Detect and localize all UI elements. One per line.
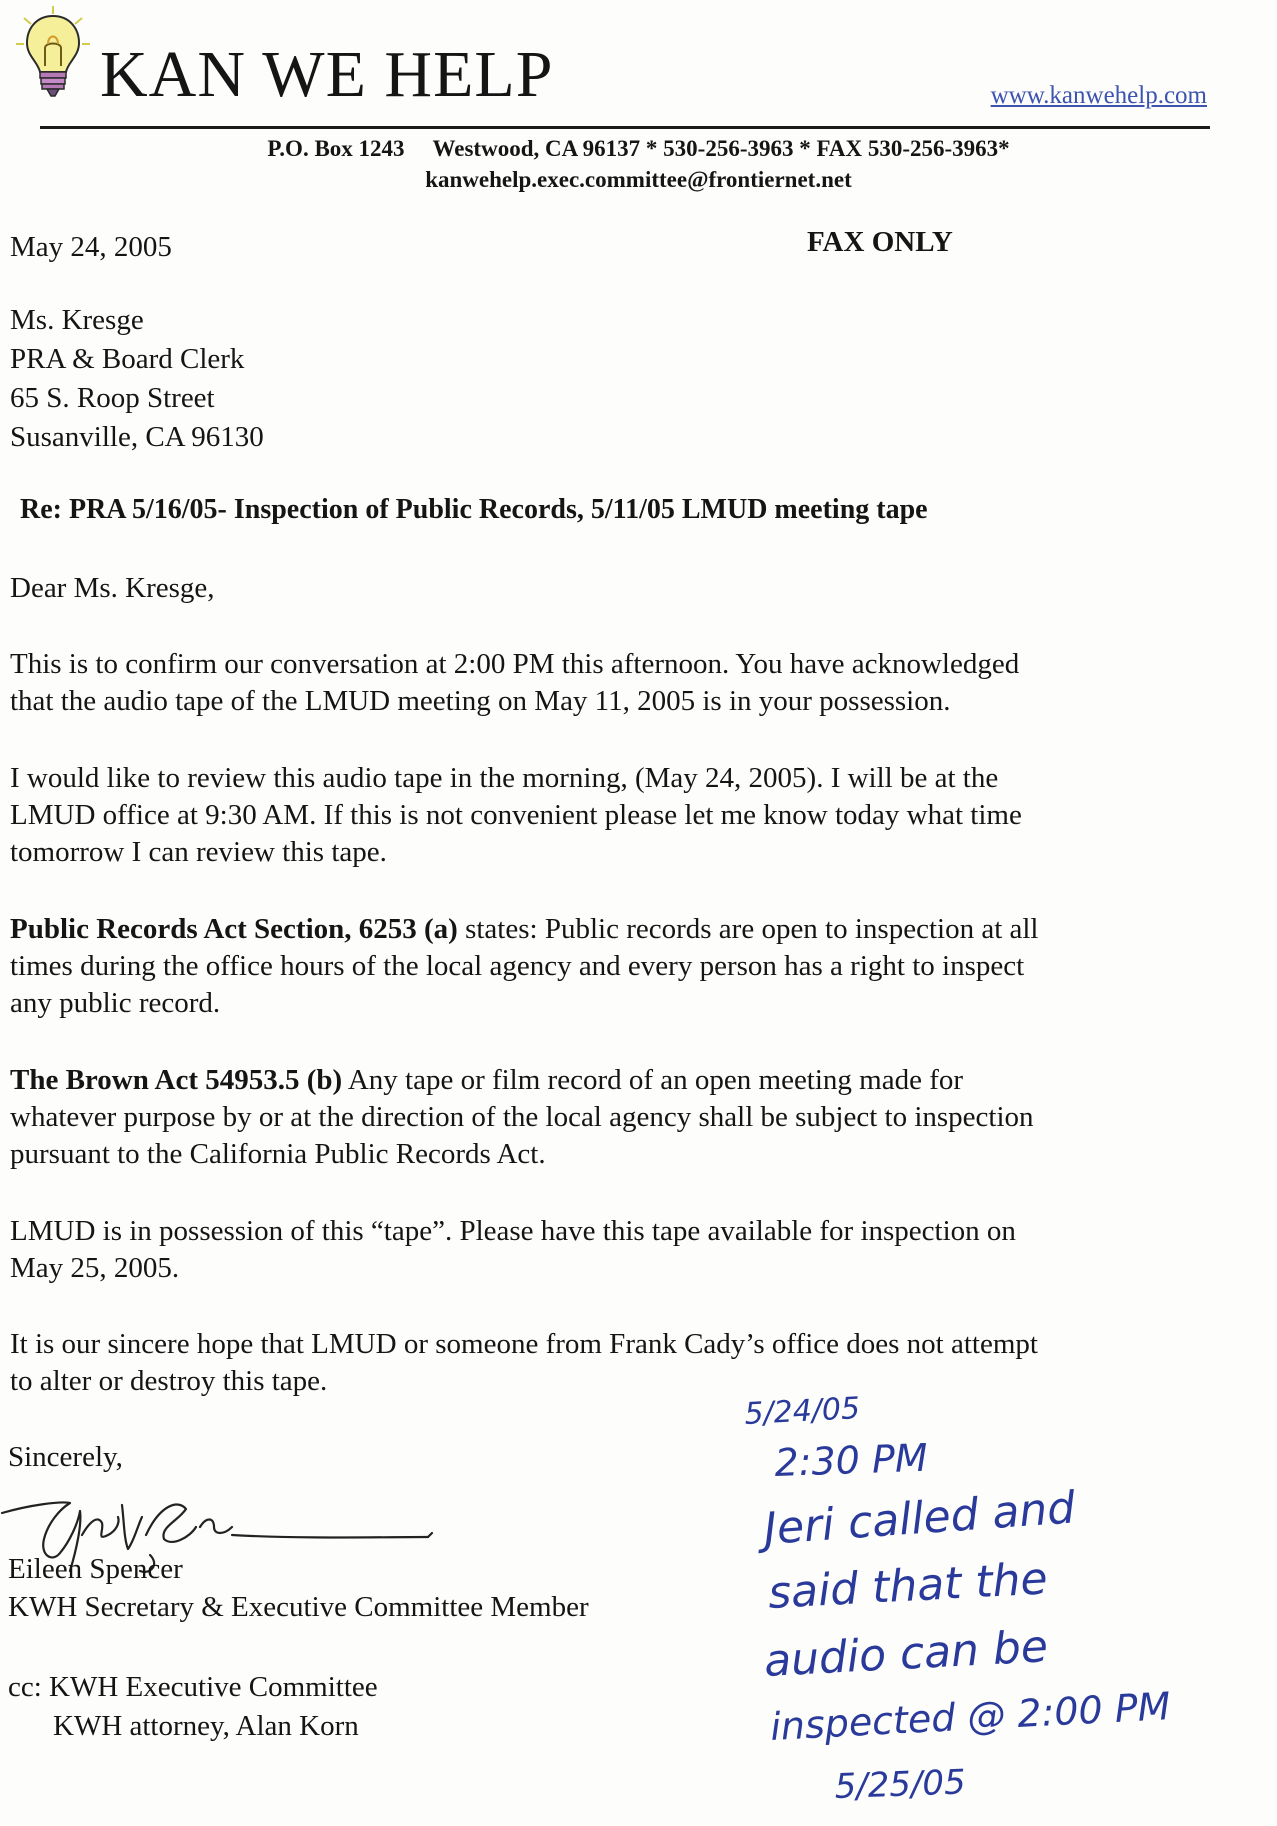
cc-block <box>8 1668 378 1746</box>
paragraph-line: that the audio tape of the LMUD meeting on May 11, 2005 is in your possession. <box>10 685 951 717</box>
paragraph-line: tomorrow I can review this tape. <box>10 836 387 868</box>
letterhead-address <box>0 136 1277 162</box>
paragraph-line: This is to confirm our conversation at 2:00 PM this afternoon. You have acknowledged <box>10 648 1020 680</box>
recipient-line: PRA & Board Clerk <box>10 343 245 375</box>
paragraph-review-request <box>10 760 1022 871</box>
address-line: Westwood, CA 96137 * 530-256-3963 * FAX 530-256-3963* <box>432 136 1010 161</box>
paragraph-line: I would like to review this audio tape in the morning, (May 24, 2005). I will be at the <box>10 762 999 794</box>
recipient-address <box>10 301 264 457</box>
paragraph-line: to alter or destroy this tape. <box>10 1365 328 1397</box>
paragraph-line: any public record. <box>10 987 221 1019</box>
paragraph-confirmation <box>10 646 1019 720</box>
letter-date: May 24, 2005 <box>10 231 172 263</box>
recipient-line: Ms. Kresge <box>10 304 144 336</box>
paragraph-line: times during the office hours of the local agency and every person has a right to inspect <box>10 950 1025 982</box>
note-date: 5/25/05 <box>833 1762 967 1807</box>
signer-block <box>8 1550 589 1626</box>
lightbulb-logo-icon <box>14 4 92 100</box>
paragraph-line: It is our sincere hope that LMUD or someone from Frank Cady’s office does not attempt <box>10 1328 1038 1360</box>
recipient-line: Susanville, CA 96130 <box>10 421 264 453</box>
letterhead-email: kanwehelp.exec.committee@frontiernet.net <box>425 167 852 192</box>
delivery-method: FAX ONLY <box>807 226 953 258</box>
subject-line: Re: PRA 5/16/05- Inspection of Public Records, 5/11/05 LMUD meeting tape <box>20 494 928 525</box>
recipient-line: 65 S. Roop Street <box>10 382 215 414</box>
signer-title: KWH Secretary & Executive Committee Member <box>8 1591 589 1623</box>
note-date: 5/24/05 <box>743 1390 861 1432</box>
paragraph-line: LMUD is in possession of this “tape”. Please have this tape available for inspection on <box>10 1215 1016 1247</box>
cc-line: KWH attorney, Alan Korn <box>53 1710 359 1742</box>
signer-name: Eileen Spencer <box>8 1553 183 1585</box>
note-line: audio can be <box>762 1621 1050 1687</box>
paragraph-brown-act <box>10 1062 1034 1173</box>
statute-reference: Public Records Act Section, 6253 (a) <box>10 913 458 945</box>
paragraph-line: pursuant to the California Public Records Act. <box>10 1138 546 1170</box>
paragraph-line: May 25, 2005. <box>10 1252 180 1284</box>
paragraph-public-records-act <box>10 911 1038 1022</box>
note-line: Jeri called and <box>762 1482 1077 1555</box>
note-line: inspected @ 2:00 PM <box>769 1684 1172 1749</box>
paragraph-text: Any tape or film record of an open meeting made for <box>342 1064 964 1096</box>
paragraph-availability <box>10 1213 1016 1287</box>
website-link[interactable]: www.kanwehelp.com <box>990 82 1207 109</box>
paragraph-line: LMUD office at 9:30 AM. If this is not convenient please let me know today what time <box>10 799 1022 831</box>
paragraph-line <box>10 911 1038 948</box>
note-time: 2:30 PM <box>773 1435 929 1485</box>
letterhead-divider <box>40 126 1210 129</box>
organization-name: KAN WE HELP <box>100 38 554 111</box>
cc-line: cc: KWH Executive Committee <box>8 1671 378 1703</box>
paragraph-text: states: Public records are open to inspection at all <box>457 913 1039 945</box>
handwritten-note <box>735 1386 1275 1826</box>
salutation: Dear Ms. Kresge, <box>10 572 215 604</box>
paragraph-line <box>10 1062 1034 1099</box>
note-line: said that the <box>766 1553 1049 1619</box>
closing: Sincerely, <box>8 1441 123 1473</box>
paragraph-line: whatever purpose by or at the direction of the local agency shall be subject to inspection <box>10 1101 1034 1133</box>
statute-reference: The Brown Act 54953.5 (b) <box>10 1064 343 1096</box>
po-box: P.O. Box 1243 <box>267 136 405 161</box>
